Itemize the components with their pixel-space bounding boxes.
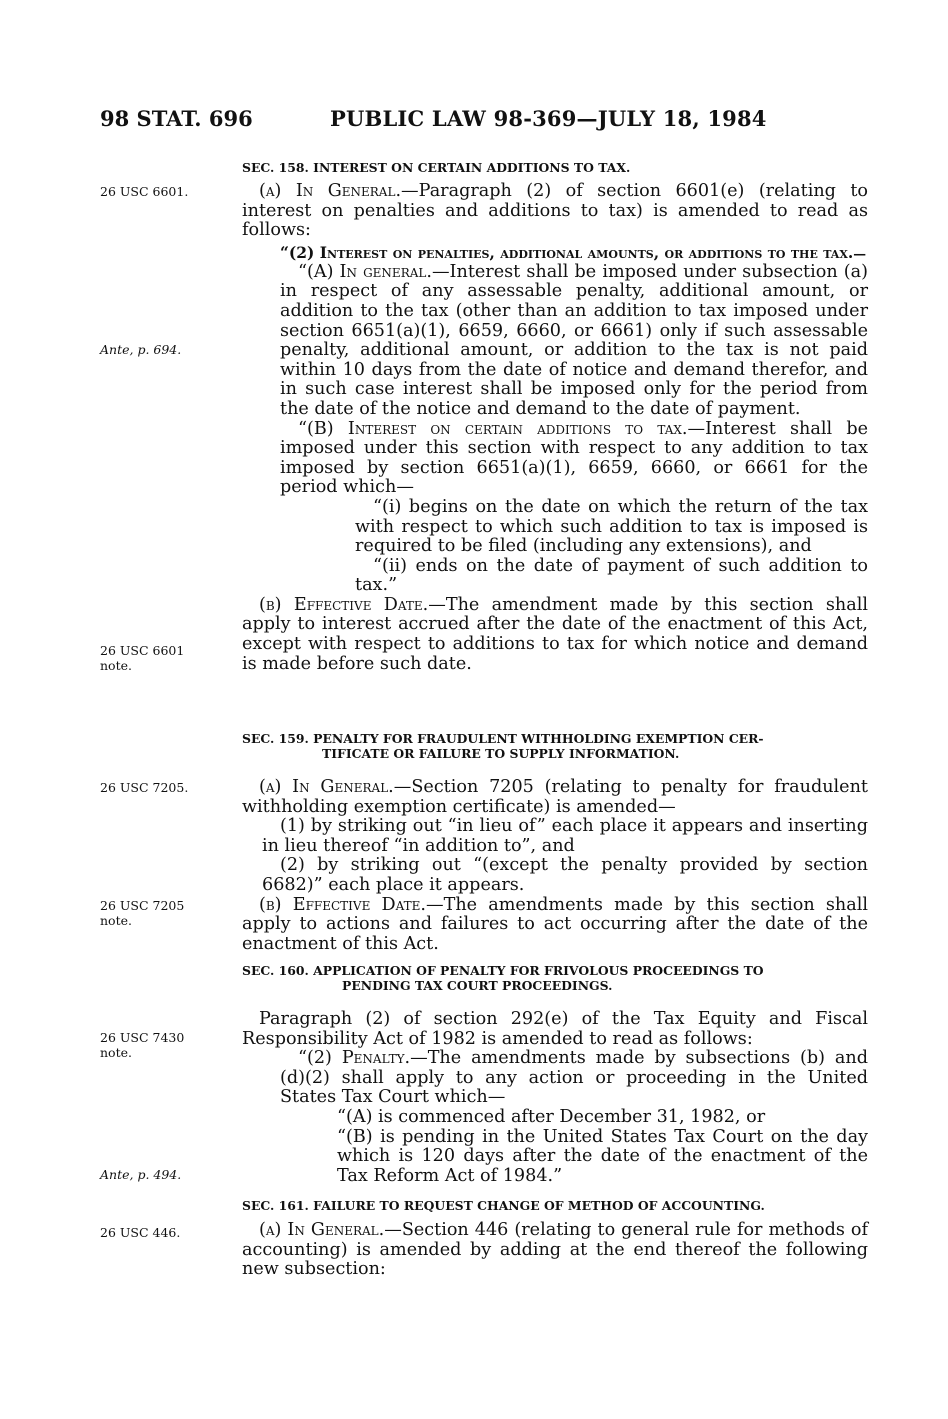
- item-1: (1) by striking out “in lieu of” each place it appears and inserting in lieu thereof “in addition to”, and: [262, 816, 868, 856]
- margin-note-usc-7205: 26 USC 7205.: [100, 780, 189, 795]
- subsection-label: (a) In General.: [259, 1220, 385, 1240]
- section-heading-line: PENDING TAX COURT PROCEEDINGS.: [342, 978, 613, 993]
- margin-note-usc-7205-note: 26 USC 7205: [100, 898, 185, 913]
- subparagraph-A: “(A) is commenced after December 31, 1982, or: [337, 1106, 766, 1127]
- section-159-subsection-b: [242, 896, 868, 955]
- section-158-subsection-a: [242, 182, 868, 241]
- clause-i: “(i) begins on the date on which the return of the tax with respect to which such addition to tax is imposed is required to be filed (including any extensions), and: [355, 496, 868, 557]
- section-160-body: [242, 1010, 868, 1186]
- section-heading-line: SEC. 159. PENALTY FOR FRAUDULENT WITHHOLDING EXEMPTION CER-: [242, 731, 764, 746]
- paragraph-2-penalty: [242, 1049, 868, 1108]
- subsection-text: —Paragraph (2) of section 6601(e) (relating to interest on penalties and additions to tax) is amended to read as follows:: [242, 181, 869, 241]
- section-160-intro: Paragraph (2) of section 292(e) of the Tax Equity and Fiscal Responsibility Act of 1982 is amended to read as follows:: [242, 1009, 868, 1049]
- paragraph-2-heading: [242, 244, 868, 263]
- section-160-heading: [242, 963, 868, 993]
- margin-note-ante-694: Ante, p. 694.: [100, 342, 182, 357]
- margin-note-usc-7430-note: 26 USC 7430: [100, 1030, 185, 1045]
- margin-note-ante-494: Ante, p. 494.: [100, 1167, 182, 1182]
- public-law-title: PUBLIC LAW 98-369—JULY 18, 1984: [330, 106, 767, 131]
- paragraph-heading-text: “(2) Interest on penalties, additional amounts, or additions to the tax.: [280, 242, 854, 262]
- subsection-text: —The amendment made by this section shall apply to interest accrued after the date of the enactment of this Act, except with respect to additions to tax for which notice and demand is made before such date.: [242, 594, 868, 674]
- section-159-subsection-a: [242, 778, 868, 817]
- subsection-text: —The amendments made by this section shall apply to actions and failures to act occurring after the date of the enactment of this Act.: [242, 894, 868, 954]
- subsection-label: (b) Effective Date.: [259, 594, 429, 615]
- subparagraph-text: —Interest shall be imposed under subsection (a) in respect of any assessable penalty, additional amount, or addition to the tax (other than an addition to tax imposed under section 6651(a)(1), 6659, 6660, or 6661) only if such assessable penalty, additional amount, or addition to the tax is not paid within 10 days from the date of notice and demand therefor, and in such case interest shall be imposed only for the period from the date of the notice and demand to the date of payment.: [280, 261, 868, 419]
- section-heading-line: SEC. 160. APPLICATION OF PENALTY FOR FRIVOLOUS PROCEEDINGS TO: [242, 963, 764, 978]
- section-158-subsection-b: [242, 596, 868, 674]
- margin-note-note: note.: [100, 658, 132, 673]
- subsection-label: (a) In General.: [259, 777, 394, 797]
- section-159-body: [242, 778, 868, 954]
- subparagraph-label: “(B) Interest on certain additions to tax.: [298, 418, 688, 439]
- margin-note-note: note.: [100, 913, 132, 928]
- clause-ii: “(ii) ends on the date of payment of such addition to tax.”: [355, 555, 868, 596]
- subparagraph-text: —Interest shall be imposed under this section with respect to any addition to tax imposed by section 6651(a)(1), 6659, 6660, or 6661 for the period which—: [280, 418, 868, 498]
- subsection-text: —Section 7205 (relating to penalty for fraudulent withholding exemption certificate) is amended—: [242, 777, 868, 817]
- margin-note-usc-6601-note: 26 USC 6601: [100, 643, 185, 658]
- section-158-body: [242, 182, 868, 674]
- stat-page-number: 98 STAT. 696: [100, 106, 253, 131]
- section-158-heading: SEC. 158. INTEREST ON CERTAIN ADDITIONS TO TAX.: [242, 160, 631, 175]
- section-161-subsection-a: [242, 1221, 868, 1280]
- paragraph-label: “(2) Penalty.: [298, 1048, 411, 1069]
- section-159-heading: [242, 731, 868, 761]
- margin-note-usc-446: 26 USC 446.: [100, 1225, 181, 1240]
- margin-note-usc-6601: 26 USC 6601.: [100, 184, 189, 199]
- subparagraph-B: [242, 420, 868, 498]
- subparagraph-B: “(B) is pending in the United States Tax Court on the day which is 120 days after the date of the enactment of the Tax Reform Act of 1984.”: [337, 1126, 868, 1186]
- subsection-label: (a) In General.: [259, 181, 402, 201]
- subparagraph-A: [242, 263, 868, 420]
- margin-note-note: note.: [100, 1045, 132, 1060]
- section-161-heading: SEC. 161. FAILURE TO REQUEST CHANGE OF METHOD OF ACCOUNTING.: [242, 1198, 765, 1213]
- section-161-body: [242, 1221, 868, 1280]
- subsection-label: (b) Effective Date.: [259, 894, 426, 915]
- subsection-text: —Section 446 (relating to general rule for methods of accounting) is amended by adding at the end thereof the following new subsection:: [242, 1220, 868, 1280]
- paragraph-text: —The amendments made by subsections (b) and (d)(2) shall apply to any action or proceeding in the United States Tax Court which—: [280, 1048, 868, 1108]
- item-2: (2) by striking out “(except the penalty provided by section 6682)” each place it appears.: [262, 855, 868, 895]
- paragraph-heading-dash: —: [853, 246, 867, 262]
- subparagraph-label: “(A) In general.: [298, 261, 432, 282]
- section-heading-line: TIFICATE OR FAILURE TO SUPPLY INFORMATION.: [322, 746, 680, 761]
